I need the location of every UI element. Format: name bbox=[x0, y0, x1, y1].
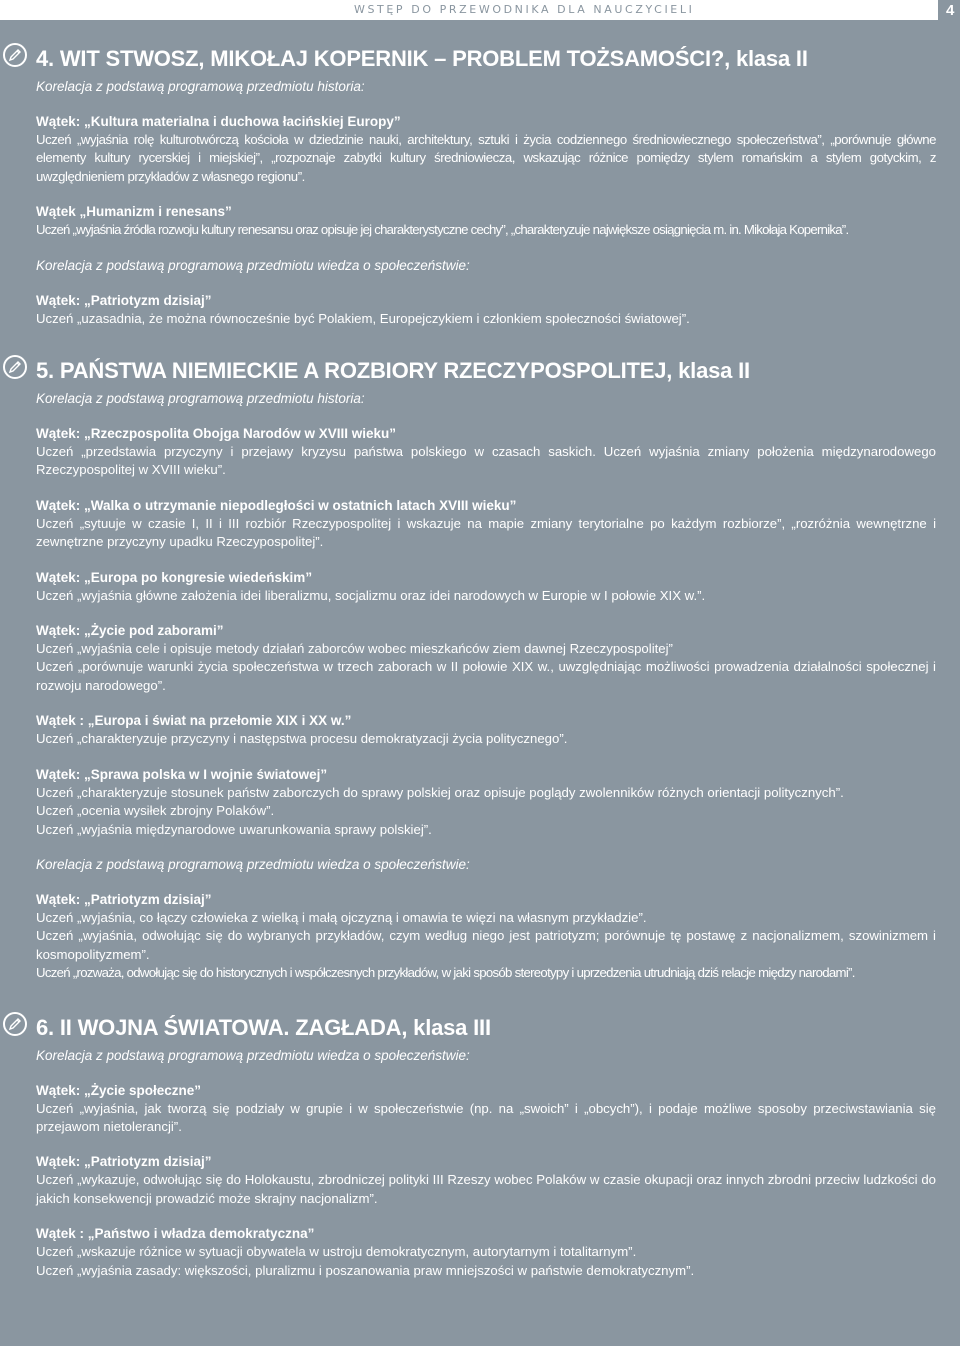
watek bbox=[36, 569, 936, 605]
watek bbox=[36, 1225, 936, 1280]
watek bbox=[36, 113, 936, 186]
watek-title: Wątek: „Patriotyzm dzisiaj” bbox=[36, 292, 212, 308]
watek-paragraph: Uczeń „wyjaśnia, co łączy człowieka z wielką i małą ojczyzną i omawia te więzi na własnym przykładzie”. bbox=[36, 909, 647, 925]
section-4 bbox=[0, 44, 960, 328]
watek-paragraph: Uczeń „porównuje warunki życia społeczeństwa w trzech zaborach w II połowie XIX w., uwzględniając możliwości prowadzenia działalności społecznej i rozwoju narodowego”. bbox=[36, 659, 936, 693]
watek-paragraph: Uczeń „wyjaśnia rolę kulturotwórczą kościoła w dziedzinie nauki, architektury, sztuki i życia codziennego średniowiecznego społeczeństwa”, „porównuje główne elementy kultury rycerskiej i miejskiej”, „rozpoznaje zabytki kultury średniowiecza, wskazując różnice pomiędzy stylem romańskim a stylem gotyckim, z uwzględnieniem przykładów z własnego regionu”. bbox=[36, 132, 936, 184]
watek-title: Wątek: „Patriotyzm dzisiaj” bbox=[36, 1154, 212, 1170]
watek-title: Wątek: „Rzeczpospolita Obojga Narodów w XVIII wieku” bbox=[36, 426, 397, 442]
watek-title: Wątek: „Kultura materialna i duchowa łacińskiej Europy” bbox=[36, 114, 401, 129]
watek bbox=[36, 1153, 936, 1208]
watek-title: Wątek : „Państwo i władza demokratyczna” bbox=[36, 1226, 315, 1242]
section-6 bbox=[0, 1013, 960, 1280]
page-content bbox=[0, 44, 960, 1280]
pencil-icon bbox=[3, 43, 27, 67]
watek-title: Wątek : „Europa i świat na przełomie XIX i XX w.” bbox=[36, 713, 352, 729]
korelacja-historia: Korelacja z podstawą programową przedmiotu historia: bbox=[36, 391, 365, 407]
section-title: 5. PAŃSTWA NIEMIECKIE A ROZBIORY RZECZYPOSPOLITEJ, klasa II bbox=[36, 358, 750, 384]
watek-paragraph: Uczeń „charakteryzuje stosunek państw zaborczych do sprawy polskiej oraz opisuje poglądy zwolenników różnych orientacji politycznych”. bbox=[36, 784, 844, 800]
watek-title: Wątek: „Życie społeczne” bbox=[36, 1082, 202, 1098]
watek-paragraph: Uczeń „ocenia wysiłek zbrojny Polaków”. bbox=[36, 803, 275, 819]
watek-paragraph: Uczeń „wyjaśnia cele i opisuje metody działań zaborców wobec mieszkańców ziem dawnej Rzeczypospolitej” bbox=[36, 641, 673, 657]
korelacja-historia: Korelacja z podstawą programową przedmiotu historia: bbox=[36, 79, 365, 94]
watek-title: Wątek: „Życie pod zaborami” bbox=[36, 623, 224, 639]
watek-title: Wątek: „Sprawa polska w I wojnie światowej” bbox=[36, 766, 328, 782]
watek-title: Wątek: „Walka o utrzymanie niepodległości w ostatnich latach XVIII wieku” bbox=[36, 497, 517, 513]
watek bbox=[36, 497, 936, 552]
watek-paragraph: Uczeń „rozważa, odwołując się do historycznych i współczesnych przykładów, w jaki sposób stereotypy i uprzedzenia utrudniają dziś relacje między narodami”. bbox=[36, 965, 855, 981]
watek-title: Wątek: „Patriotyzm dzisiaj” bbox=[36, 891, 212, 907]
watek-title: Wątek: „Europa po kongresie wiedeńskim” bbox=[36, 569, 313, 585]
section-title: 4. WIT STWOSZ, MIKOŁAJ KOPERNIK – PROBLEM TOŻSAMOŚCI?, klasa II bbox=[36, 46, 808, 71]
watek bbox=[36, 891, 936, 983]
watek-paragraph: Uczeń „wyjaśnia główne założenia idei liberalizmu, socjalizmu oraz idei narodowych w Europie w I połowie XIX w.”. bbox=[36, 587, 706, 603]
korelacja-wos: Korelacja z podstawą programową przedmiotu wiedza o społeczeństwie: bbox=[36, 1047, 470, 1063]
pencil-icon bbox=[3, 355, 27, 379]
watek-paragraph: Uczeń „wykazuje, odwołując się do Holokaustu, zbrodniczej polityki III Rzeszy wobec Polaków w czasie okupacji oraz innych zbrodni przeciw ludzkości do jakich konsekwencji prowadzić może skrajny nacjonalizm”. bbox=[36, 1172, 936, 1206]
watek-paragraph: Uczeń „uzasadnia, że można równocześnie być Polakiem, Europejczykiem i członkiem społeczności światowej”. bbox=[36, 310, 690, 326]
watek bbox=[36, 203, 936, 239]
watek-paragraph: Uczeń „wyjaśnia, jak tworzą się podziały w grupie i w społeczeństwie (np. na „swoich” i „obcych”), i podaje możliwe sposoby przeciwstawiania się przejawom nietolerancji”. bbox=[36, 1100, 936, 1134]
watek bbox=[36, 292, 936, 328]
watek-paragraph: Uczeń „charakteryzuje przyczyny i następstwa procesu demokratyzacji życia politycznego”. bbox=[36, 731, 568, 747]
korelacja-wos: Korelacja z podstawą programową przedmiotu wiedza o społeczeństwie: bbox=[36, 257, 470, 273]
watek bbox=[36, 1082, 936, 1137]
watek bbox=[36, 712, 936, 748]
watek-paragraph: Uczeń „wyjaśnia, odwołując się do wybranych przykładów, czym według niego jest patriotyzm; porównuje tę postawę z nacjonalizmem, szowinizmem i kosmopolityzmem”. bbox=[36, 928, 936, 962]
watek-paragraph: Uczeń „sytuuje w czasie I, II i III rozbiór Rzeczypospolitej i wskazuje na mapie zmiany terytorialne po każdym rozbiorze”, „rozróżnia wewnętrzne i zewnętrzne przyczyny upadku Rzeczypospolitej”. bbox=[36, 515, 936, 550]
running-title: WSTĘP DO PRZEWODNIKA DLA NAUCZYCIELI bbox=[354, 3, 695, 16]
watek-paragraph: Uczeń „wskazuje różnice w sytuacji obywatela w ustroju demokratycznym, autorytarnym i totalitarnym”. bbox=[36, 1244, 637, 1260]
watek-paragraph: Uczeń „przedstawia przyczyny i przejawy kryzysu państwa polskiego w czasach saskich. Uczeń wyjaśnia zmiany położenia międzynarodowego Rzeczypospolitej w XVIII wieku”. bbox=[36, 444, 936, 478]
watek bbox=[36, 425, 936, 480]
pencil-icon bbox=[3, 1012, 27, 1036]
section-5 bbox=[0, 356, 960, 983]
korelacja-wos: Korelacja z podstawą programową przedmiotu wiedza o społeczeństwie: bbox=[36, 856, 470, 872]
watek bbox=[36, 622, 936, 695]
watek-title: Wątek „Humanizm i renesans” bbox=[36, 204, 232, 220]
watek-paragraph: Uczeń „wyjaśnia międzynarodowe uwarunkowania sprawy polskiej”. bbox=[36, 821, 432, 837]
watek-paragraph: Uczeń „wyjaśnia źródła rozwoju kultury renesansu oraz opisuje jej charakterystyczne cechy”, „charakteryzuje największe osiągnięcia m. in. Mikołaja Kopernika”. bbox=[36, 222, 849, 238]
running-header-bar bbox=[0, 0, 938, 20]
watek-paragraph: Uczeń „wyjaśnia zasady: większości, pluralizmu i poszanowania praw mniejszości w państwie demokratycznym”. bbox=[36, 1262, 695, 1278]
section-title: 6. II WOJNA ŚWIATOWA. ZAGŁADA, klasa III bbox=[36, 1014, 491, 1040]
watek bbox=[36, 766, 936, 839]
page-number: 4 bbox=[946, 2, 955, 19]
